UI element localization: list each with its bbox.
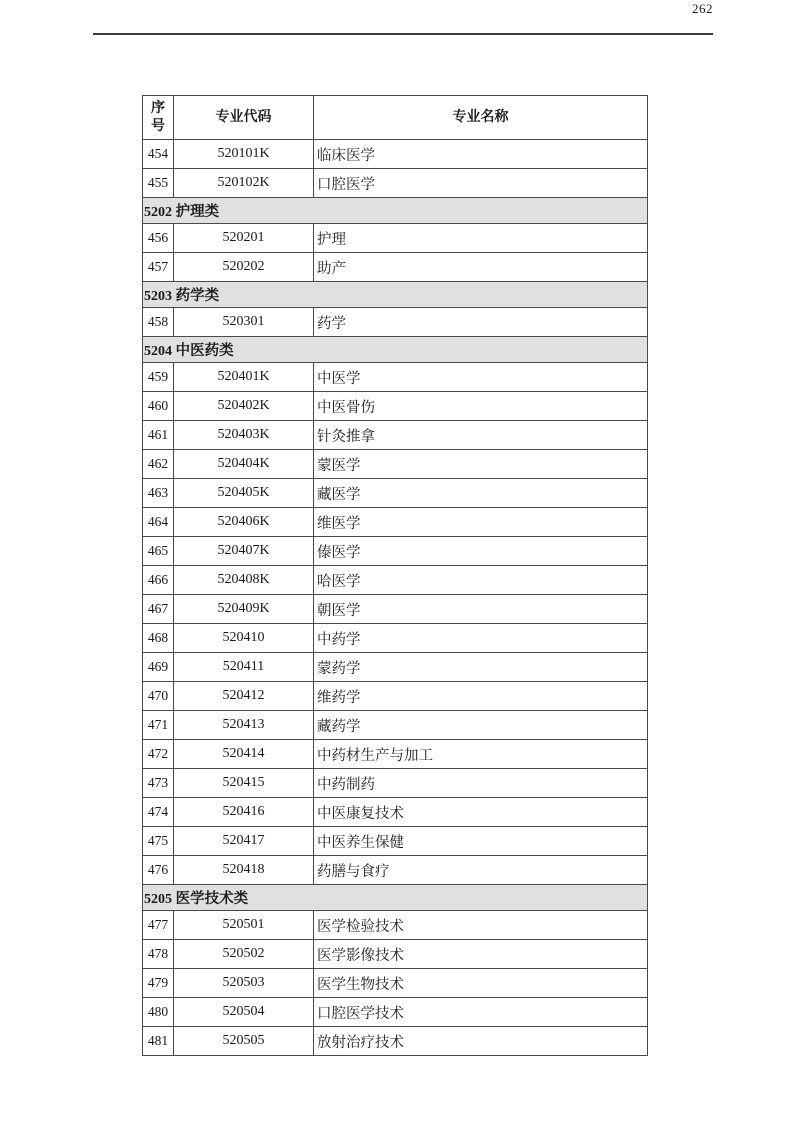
cell-name: 维药学 — [314, 682, 648, 711]
section-name: 中医药类 — [172, 343, 234, 359]
cell-name: 药膳与食疗 — [314, 856, 648, 885]
table-row — [143, 169, 648, 198]
cell-name: 朝医学 — [314, 595, 648, 624]
cell-name: 医学影像技术 — [314, 940, 648, 969]
column-header-no-line1: 序 — [151, 101, 165, 116]
table-row — [143, 856, 648, 885]
cell-name: 蒙医学 — [314, 450, 648, 479]
table-row — [143, 1027, 648, 1056]
cell-code: 520501 — [174, 911, 314, 940]
cell-no: 466 — [143, 566, 174, 595]
table-row — [143, 224, 648, 253]
cell-no: 460 — [143, 392, 174, 421]
table-row — [143, 308, 648, 337]
cell-code: 520407K — [174, 537, 314, 566]
section-label — [143, 885, 648, 911]
cell-name: 维医学 — [314, 508, 648, 537]
cell-code: 520402K — [174, 392, 314, 421]
cell-code: 520413 — [174, 711, 314, 740]
cell-code: 520504 — [174, 998, 314, 1027]
cell-code: 520201 — [174, 224, 314, 253]
cell-name: 放射治疗技术 — [314, 1027, 648, 1056]
cell-code: 520411 — [174, 653, 314, 682]
cell-no: 467 — [143, 595, 174, 624]
table-row — [143, 740, 648, 769]
cell-code: 520102K — [174, 169, 314, 198]
cell-no: 468 — [143, 624, 174, 653]
cell-name: 中药学 — [314, 624, 648, 653]
table-row — [143, 624, 648, 653]
cell-no: 455 — [143, 169, 174, 198]
header-row — [143, 96, 648, 140]
cell-code: 520505 — [174, 1027, 314, 1056]
section-code: 5202 — [144, 205, 172, 220]
table-header — [143, 96, 648, 140]
cell-no: 456 — [143, 224, 174, 253]
cell-name: 蒙药学 — [314, 653, 648, 682]
cell-no: 479 — [143, 969, 174, 998]
section-code: 5203 — [144, 289, 172, 304]
cell-no: 462 — [143, 450, 174, 479]
cell-code: 520502 — [174, 940, 314, 969]
cell-code: 520417 — [174, 827, 314, 856]
table-row — [143, 253, 648, 282]
table-row — [143, 421, 648, 450]
cell-name: 药学 — [314, 308, 648, 337]
table-row — [143, 682, 648, 711]
cell-code: 520405K — [174, 479, 314, 508]
cell-name: 中医养生保健 — [314, 827, 648, 856]
column-header-name: 专业名称 — [314, 96, 648, 140]
cell-name: 中药制药 — [314, 769, 648, 798]
cell-no: 461 — [143, 421, 174, 450]
cell-name: 针灸推拿 — [314, 421, 648, 450]
cell-code: 520410 — [174, 624, 314, 653]
cell-name: 护理 — [314, 224, 648, 253]
column-header-no — [143, 96, 174, 140]
cell-code: 520301 — [174, 308, 314, 337]
cell-no: 477 — [143, 911, 174, 940]
cell-code: 520414 — [174, 740, 314, 769]
table-row — [143, 392, 648, 421]
table-row — [143, 450, 648, 479]
column-header-code: 专业代码 — [174, 96, 314, 140]
cell-no: 473 — [143, 769, 174, 798]
cell-no: 470 — [143, 682, 174, 711]
cell-code: 520401K — [174, 363, 314, 392]
cell-name: 中医康复技术 — [314, 798, 648, 827]
table-row — [143, 537, 648, 566]
cell-name: 傣医学 — [314, 537, 648, 566]
section-row — [143, 885, 648, 911]
table-row — [143, 940, 648, 969]
cell-name: 临床医学 — [314, 140, 648, 169]
table-row — [143, 969, 648, 998]
table-row — [143, 508, 648, 537]
cell-no: 465 — [143, 537, 174, 566]
cell-name: 医学检验技术 — [314, 911, 648, 940]
cell-code: 520404K — [174, 450, 314, 479]
table-row — [143, 566, 648, 595]
cell-no: 471 — [143, 711, 174, 740]
column-header-no-line2: 号 — [151, 118, 165, 134]
cell-name: 口腔医学技术 — [314, 998, 648, 1027]
cell-name: 藏药学 — [314, 711, 648, 740]
cell-no: 457 — [143, 253, 174, 282]
table-row — [143, 798, 648, 827]
cell-no: 475 — [143, 827, 174, 856]
cell-name: 中药材生产与加工 — [314, 740, 648, 769]
cell-name: 口腔医学 — [314, 169, 648, 198]
cell-no: 454 — [143, 140, 174, 169]
section-code: 5204 — [144, 344, 172, 359]
cell-name: 哈医学 — [314, 566, 648, 595]
cell-no: 459 — [143, 363, 174, 392]
section-code: 5205 — [144, 892, 172, 907]
table-row — [143, 711, 648, 740]
cell-code: 520202 — [174, 253, 314, 282]
cell-code: 520406K — [174, 508, 314, 537]
cell-no: 478 — [143, 940, 174, 969]
majors-table — [142, 95, 648, 1056]
section-row — [143, 337, 648, 363]
cell-code: 520403K — [174, 421, 314, 450]
table-row — [143, 479, 648, 508]
header-rule — [93, 33, 713, 35]
table-row — [143, 595, 648, 624]
cell-name: 藏医学 — [314, 479, 648, 508]
cell-name: 医学生物技术 — [314, 969, 648, 998]
section-label — [143, 198, 648, 224]
cell-no: 463 — [143, 479, 174, 508]
cell-code: 520418 — [174, 856, 314, 885]
page-number: 262 — [692, 1, 713, 16]
cell-no: 464 — [143, 508, 174, 537]
section-row — [143, 198, 648, 224]
cell-no: 481 — [143, 1027, 174, 1056]
section-row — [143, 282, 648, 308]
section-name: 药学类 — [172, 288, 220, 304]
cell-no: 474 — [143, 798, 174, 827]
cell-name: 助产 — [314, 253, 648, 282]
cell-code: 520503 — [174, 969, 314, 998]
table-row — [143, 911, 648, 940]
table-row — [143, 998, 648, 1027]
table-row — [143, 363, 648, 392]
cell-no: 476 — [143, 856, 174, 885]
cell-code: 520408K — [174, 566, 314, 595]
section-name: 医学技术类 — [172, 891, 249, 907]
cell-no: 458 — [143, 308, 174, 337]
cell-code: 520412 — [174, 682, 314, 711]
cell-no: 469 — [143, 653, 174, 682]
cell-no: 480 — [143, 998, 174, 1027]
cell-no: 472 — [143, 740, 174, 769]
table-row — [143, 140, 648, 169]
table-body — [143, 140, 648, 1056]
cell-code: 520409K — [174, 595, 314, 624]
section-label — [143, 282, 648, 308]
section-name: 护理类 — [172, 204, 220, 220]
cell-name: 中医学 — [314, 363, 648, 392]
table-row — [143, 827, 648, 856]
section-label — [143, 337, 648, 363]
table-row — [143, 653, 648, 682]
table-row — [143, 769, 648, 798]
cell-code: 520415 — [174, 769, 314, 798]
cell-code: 520101K — [174, 140, 314, 169]
cell-code: 520416 — [174, 798, 314, 827]
cell-name: 中医骨伤 — [314, 392, 648, 421]
